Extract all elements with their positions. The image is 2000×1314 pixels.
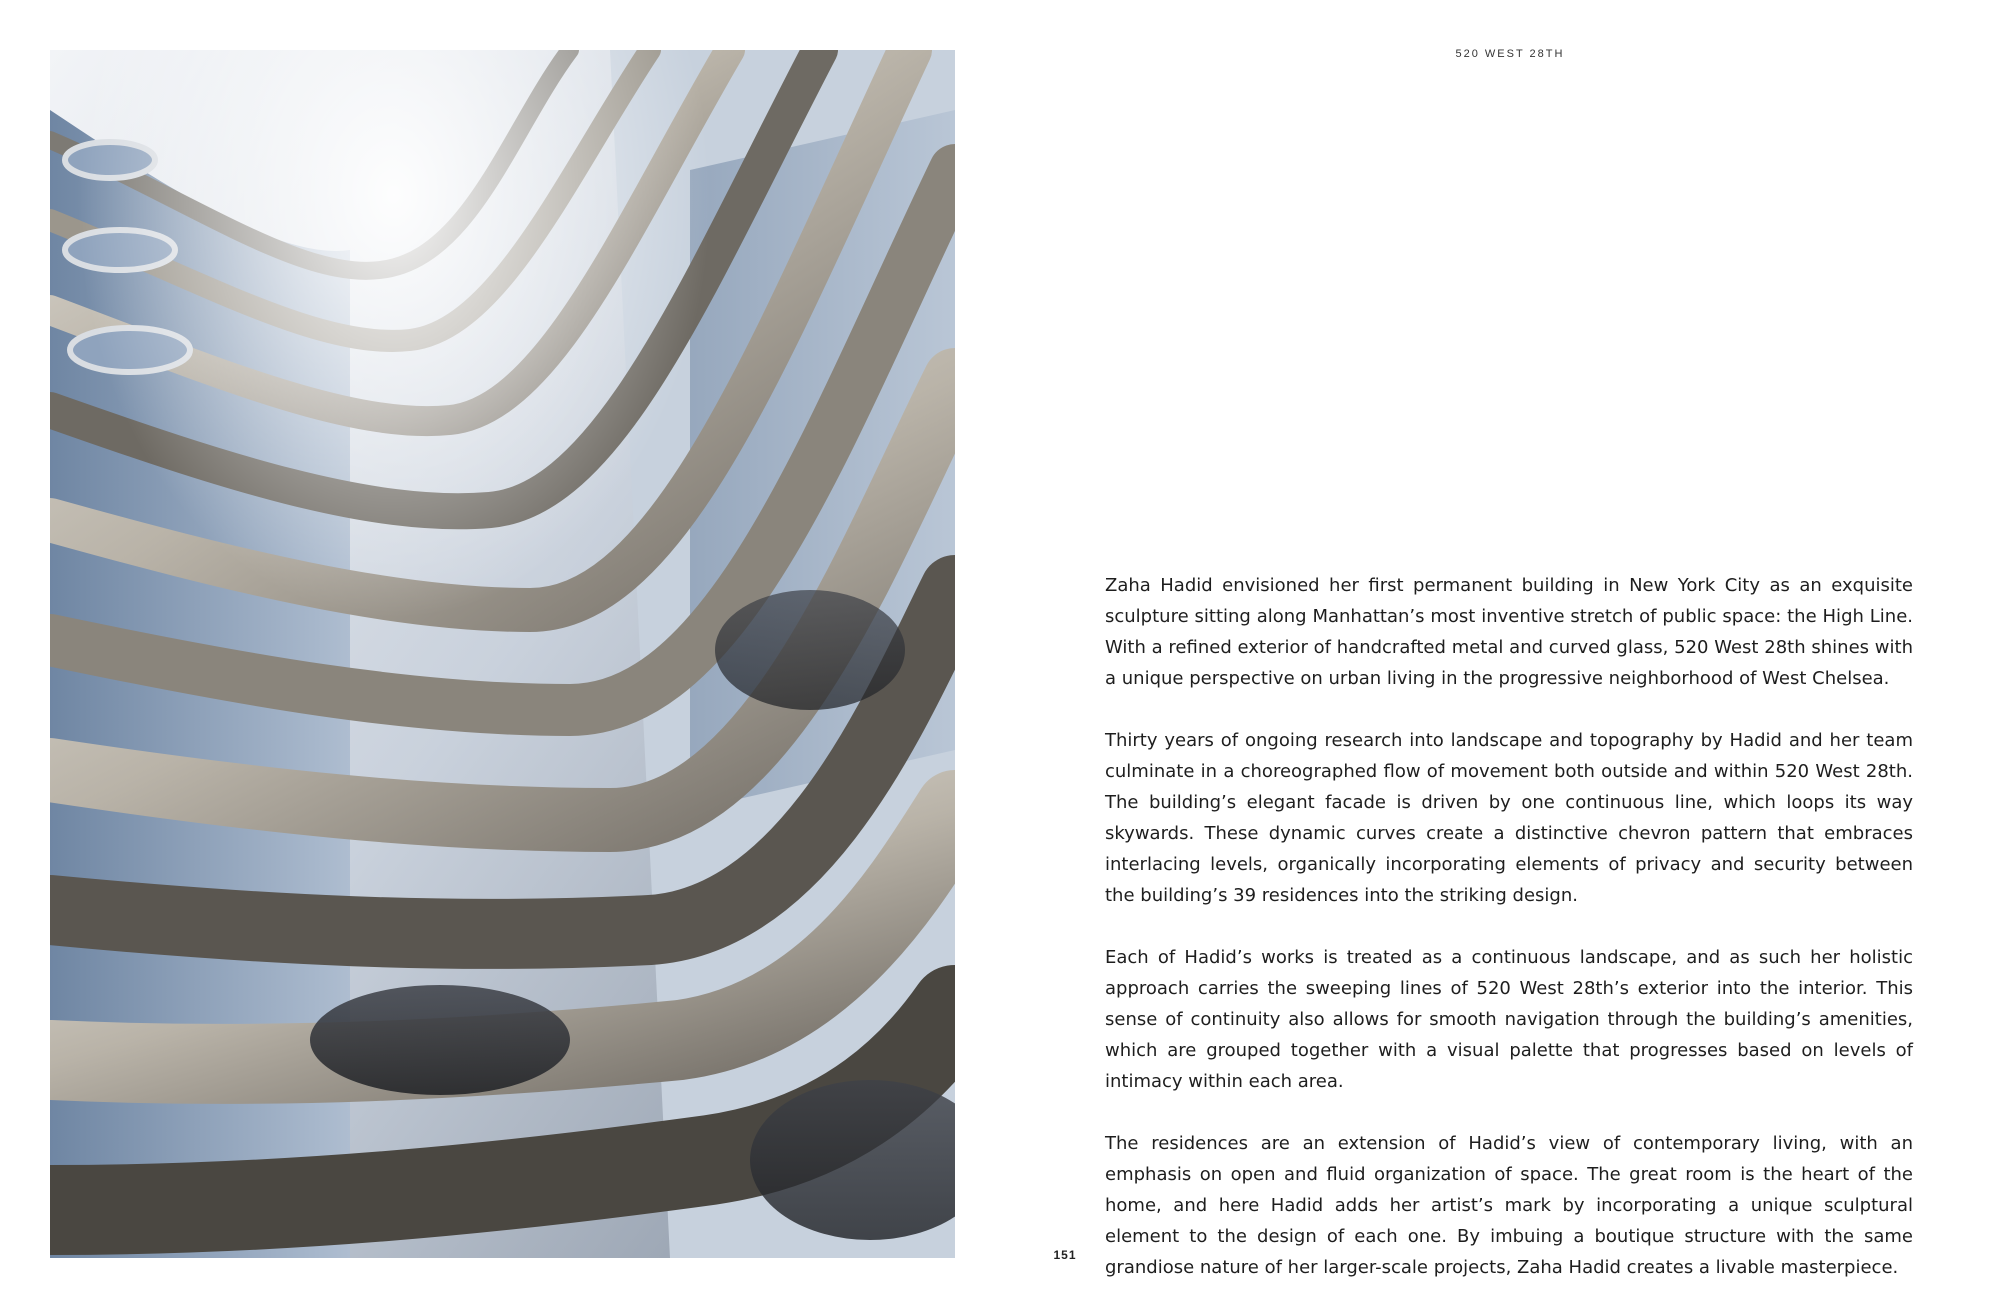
facade-illustration	[50, 50, 955, 1258]
paragraph-2: Thirty years of ongoing research into landscape and topography by Hadid and her team culminate in a choreographed flow of movement both outside and within 520 West 28th. The building’s elegant facade is driven by one continuous line, which loops its way skywards. These dynamic curves create a distinctive chevron pattern that embraces interlacing levels, organically incorporating elements of privacy and security between the building’s 39 residences into the striking design.	[1105, 730, 1913, 906]
paragraph-1: Zaha Hadid envisioned her first permanent building in New York City as an exquisite sculpture sitting along Manhattan’s most inventive stretch of public space: the High Line. With a refined exterior of handcrafted metal and curved glass, 520 West 28th shines with a unique perspective on urban living in the progressive neighborhood of West Chelsea.	[1105, 575, 1913, 689]
running-head: 520 WEST 28TH	[1455, 48, 1565, 60]
paragraph-4: The residences are an extension of Hadid’s view of contemporary living, with an emphasis on open and fluid organization of space. The great room is the heart of the home, and here Hadid adds her artist’s mark by incorporating a unique sculptural element to the design of each one. By imbuing a boutique structure with the same grandiose nature of her larger-scale projects, Zaha Hadid creates a livable masterpiece.	[1105, 1133, 1913, 1278]
building-photo	[50, 50, 955, 1258]
body-text	[1105, 570, 1913, 1314]
paragraph-3: Each of Hadid’s works is treated as a continuous landscape, and as such her holistic approach carries the sweeping lines of 520 West 28th’s exterior into the interior. This sense of continuity also allows for smooth navigation through the building’s amenities, which are grouped together with a visual palette that progresses based on levels of intimacy within each area.	[1105, 947, 1913, 1092]
page-number: 151	[1053, 1248, 1077, 1262]
